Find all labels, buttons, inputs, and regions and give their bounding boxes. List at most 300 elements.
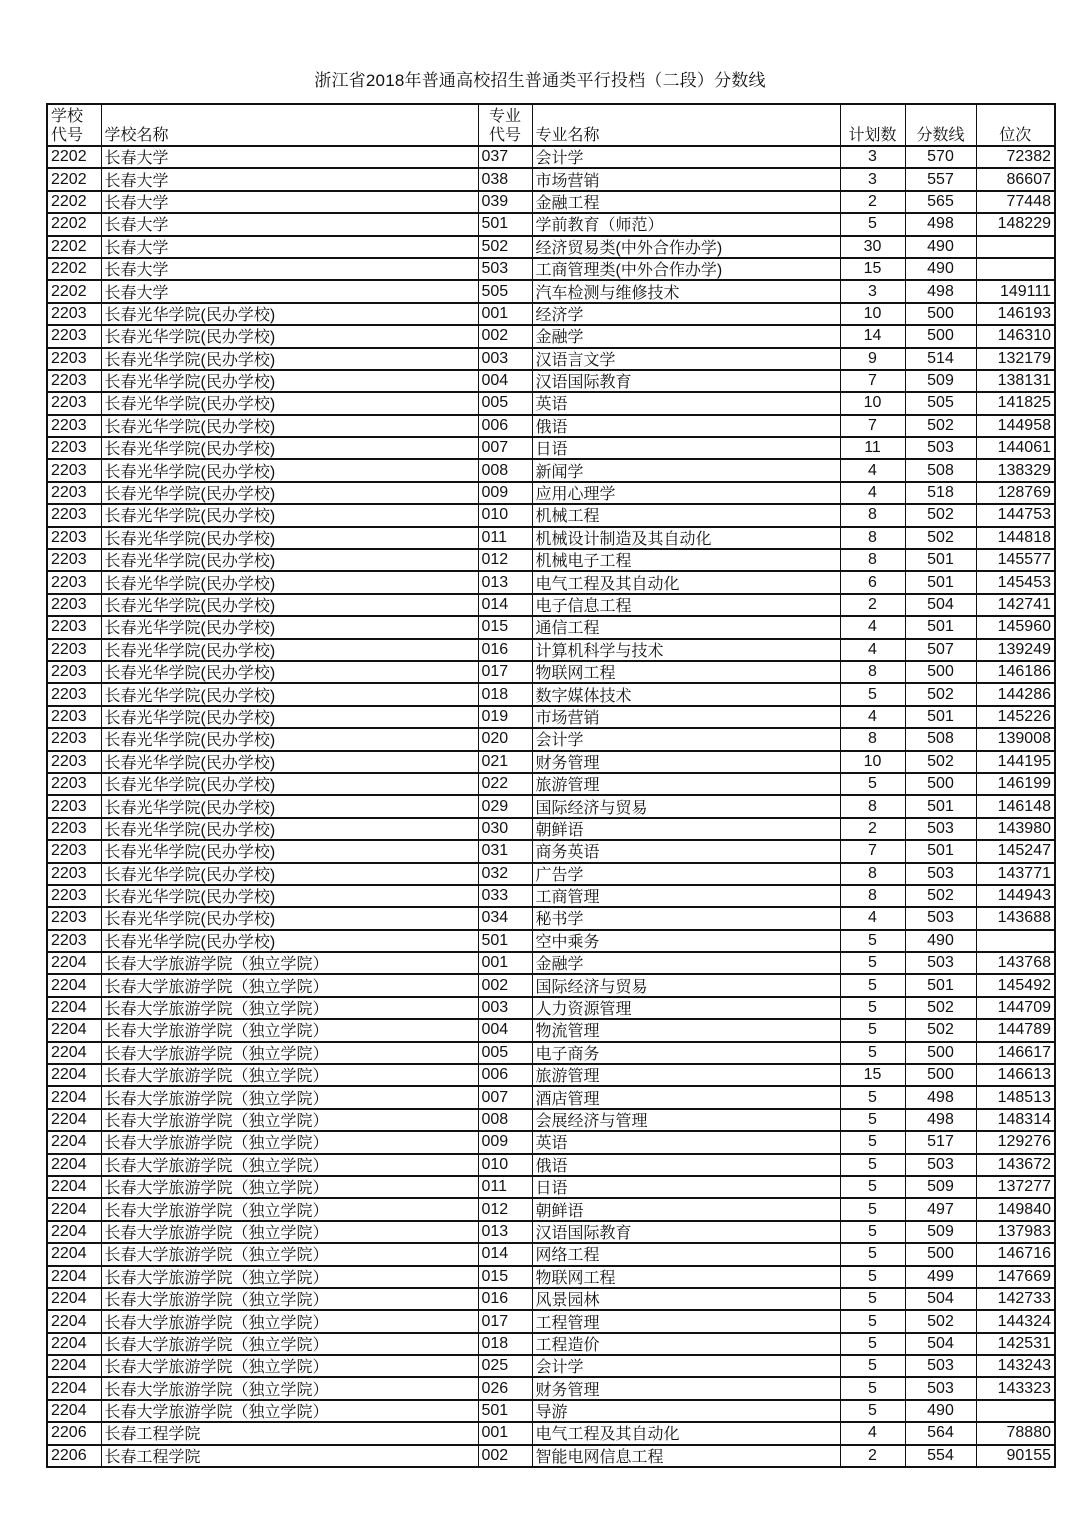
table-row (47, 191, 1055, 213)
cell-score: 503 (905, 437, 976, 459)
cell-major-name: 空中乘务 (532, 930, 840, 952)
table-row (47, 1154, 1055, 1176)
cell-school-code: 2203 (47, 840, 101, 862)
cell-plan: 5 (840, 1042, 905, 1064)
cell-rank: 137277 (976, 1176, 1055, 1198)
cell-score: 504 (905, 1288, 976, 1310)
cell-plan: 5 (840, 1288, 905, 1310)
table-row (47, 258, 1055, 280)
cell-score: 502 (905, 997, 976, 1019)
cell-plan: 6 (840, 571, 905, 593)
cell-score: 514 (905, 348, 976, 370)
cell-plan: 5 (840, 1131, 905, 1153)
header-school-name: 学校名称 (101, 104, 478, 146)
cell-major-code: 001 (478, 952, 532, 974)
cell-rank: 146193 (976, 303, 1055, 325)
cell-major-code: 016 (478, 1288, 532, 1310)
cell-plan: 5 (840, 1198, 905, 1220)
cell-score: 501 (905, 549, 976, 571)
table-row (47, 863, 1055, 885)
cell-school-name: 长春大学旅游学院（独立学院） (101, 1019, 478, 1041)
cell-major-name: 计算机科学与技术 (532, 639, 840, 661)
cell-score: 500 (905, 325, 976, 347)
cell-plan: 5 (840, 1019, 905, 1041)
cell-plan: 7 (840, 370, 905, 392)
cell-school-name: 长春大学旅游学院（独立学院） (101, 1221, 478, 1243)
cell-major-code: 014 (478, 594, 532, 616)
cell-plan: 9 (840, 348, 905, 370)
page-title: 浙江省2018年普通高校招生普通类平行投档（二段）分数线 (314, 71, 766, 90)
cell-major-name: 国际经济与贸易 (532, 795, 840, 817)
cell-plan: 4 (840, 616, 905, 638)
table-row (47, 1064, 1055, 1086)
cell-plan: 10 (840, 392, 905, 414)
table-row (47, 437, 1055, 459)
cell-school-name: 长春光华学院(民办学校) (101, 773, 478, 795)
cell-school-code: 2203 (47, 907, 101, 929)
cell-score: 504 (905, 1333, 976, 1355)
cell-rank (976, 258, 1055, 280)
table-row (47, 1198, 1055, 1220)
cell-plan: 7 (840, 415, 905, 437)
table-row (47, 661, 1055, 683)
cell-score: 500 (905, 1243, 976, 1265)
cell-school-code: 2203 (47, 571, 101, 593)
cell-school-code: 2204 (47, 1086, 101, 1108)
cell-school-code: 2203 (47, 594, 101, 616)
cell-school-name: 长春光华学院(民办学校) (101, 706, 478, 728)
cell-plan: 10 (840, 751, 905, 773)
cell-school-code: 2203 (47, 728, 101, 750)
cell-score: 502 (905, 504, 976, 526)
cell-rank: 148513 (976, 1086, 1055, 1108)
cell-plan: 5 (840, 1221, 905, 1243)
cell-score: 502 (905, 885, 976, 907)
cell-major-name: 国际经济与贸易 (532, 974, 840, 996)
cell-school-code: 2203 (47, 930, 101, 952)
table-row (47, 280, 1055, 302)
cell-score: 501 (905, 974, 976, 996)
cell-school-name: 长春大学 (101, 258, 478, 280)
cell-major-name: 网络工程 (532, 1243, 840, 1265)
cell-major-name: 汉语国际教育 (532, 1221, 840, 1243)
cell-major-name: 学前教育（师范） (532, 213, 840, 235)
header-major-code: 专业 代号 (478, 104, 532, 146)
table-row (47, 974, 1055, 996)
cell-major-name: 英语 (532, 1131, 840, 1153)
cell-score: 502 (905, 751, 976, 773)
table-row (47, 1377, 1055, 1399)
cell-rank: 129276 (976, 1131, 1055, 1153)
cell-score: 505 (905, 392, 976, 414)
table-row (47, 459, 1055, 481)
cell-rank: 146148 (976, 795, 1055, 817)
cell-score: 500 (905, 1064, 976, 1086)
cell-school-name: 长春光华学院(民办学校) (101, 392, 478, 414)
cell-score: 509 (905, 1176, 976, 1198)
cell-score: 498 (905, 1109, 976, 1131)
cell-school-code: 2203 (47, 303, 101, 325)
table-row (47, 1176, 1055, 1198)
cell-rank: 143768 (976, 952, 1055, 974)
cell-score: 509 (905, 1221, 976, 1243)
cell-plan: 5 (840, 773, 905, 795)
cell-score: 490 (905, 1400, 976, 1422)
table-row (47, 504, 1055, 526)
cell-plan: 5 (840, 1266, 905, 1288)
cell-school-code: 2203 (47, 661, 101, 683)
table-row (47, 1445, 1055, 1467)
cell-score: 500 (905, 303, 976, 325)
cell-school-code: 2204 (47, 1064, 101, 1086)
cell-rank: 148229 (976, 213, 1055, 235)
cell-school-code: 2204 (47, 1310, 101, 1332)
cell-plan: 15 (840, 1064, 905, 1086)
cell-school-code: 2203 (47, 482, 101, 504)
cell-major-name: 朝鲜语 (532, 818, 840, 840)
cell-plan: 8 (840, 527, 905, 549)
cell-major-name: 会展经济与管理 (532, 1109, 840, 1131)
cell-major-code: 012 (478, 1198, 532, 1220)
cell-rank: 145226 (976, 706, 1055, 728)
cell-rank: 143771 (976, 863, 1055, 885)
table-row (47, 325, 1055, 347)
cell-school-code: 2204 (47, 1355, 101, 1377)
cell-major-code: 002 (478, 1445, 532, 1467)
cell-major-name: 英语 (532, 392, 840, 414)
cell-major-name: 汉语言文学 (532, 348, 840, 370)
cell-major-name: 电子信息工程 (532, 594, 840, 616)
cell-school-name: 长春大学旅游学院（独立学院） (101, 1154, 478, 1176)
cell-major-code: 016 (478, 639, 532, 661)
cell-major-code: 011 (478, 527, 532, 549)
cell-school-name: 长春光华学院(民办学校) (101, 549, 478, 571)
cell-score: 501 (905, 571, 976, 593)
cell-rank: 146310 (976, 325, 1055, 347)
cell-major-code: 501 (478, 930, 532, 952)
cell-major-code: 008 (478, 1109, 532, 1131)
cell-major-name: 旅游管理 (532, 1064, 840, 1086)
cell-plan: 14 (840, 325, 905, 347)
table-row (47, 997, 1055, 1019)
cell-school-code: 2203 (47, 683, 101, 705)
table-row (47, 1019, 1055, 1041)
header-major-name: 专业名称 (532, 104, 840, 146)
cell-rank: 149840 (976, 1198, 1055, 1220)
cell-plan: 8 (840, 549, 905, 571)
cell-school-name: 长春大学旅游学院（独立学院） (101, 1310, 478, 1332)
table-row (47, 146, 1055, 168)
cell-plan: 5 (840, 1377, 905, 1399)
cell-rank: 142741 (976, 594, 1055, 616)
cell-plan: 8 (840, 885, 905, 907)
cell-school-code: 2204 (47, 1154, 101, 1176)
cell-school-name: 长春大学 (101, 146, 478, 168)
table-row (47, 840, 1055, 862)
cell-score: 498 (905, 213, 976, 235)
header-plan: 计划数 (840, 104, 905, 146)
table-row (47, 348, 1055, 370)
cell-major-name: 秘书学 (532, 907, 840, 929)
cell-rank: 145577 (976, 549, 1055, 571)
cell-school-name: 长春大学旅游学院（独立学院） (101, 1109, 478, 1131)
cell-plan: 8 (840, 795, 905, 817)
table-row (47, 392, 1055, 414)
cell-school-name: 长春大学 (101, 280, 478, 302)
cell-school-name: 长春大学 (101, 191, 478, 213)
cell-plan: 5 (840, 1355, 905, 1377)
cell-score: 503 (905, 1377, 976, 1399)
cell-school-name: 长春大学旅游学院（独立学院） (101, 1266, 478, 1288)
cell-major-code: 505 (478, 280, 532, 302)
cell-major-name: 汽车检测与维修技术 (532, 280, 840, 302)
cell-school-code: 2203 (47, 459, 101, 481)
table-row (47, 594, 1055, 616)
cell-school-name: 长春光华学院(民办学校) (101, 885, 478, 907)
cell-major-name: 金融工程 (532, 191, 840, 213)
cell-school-code: 2203 (47, 348, 101, 370)
cell-score: 497 (905, 1198, 976, 1220)
cell-school-name: 长春大学 (101, 236, 478, 258)
cell-major-name: 会计学 (532, 728, 840, 750)
cell-score: 500 (905, 1042, 976, 1064)
cell-major-name: 新闻学 (532, 459, 840, 481)
cell-school-code: 2204 (47, 1019, 101, 1041)
cell-rank: 143243 (976, 1355, 1055, 1377)
cell-school-name: 长春光华学院(民办学校) (101, 504, 478, 526)
cell-major-code: 001 (478, 303, 532, 325)
cell-major-name: 旅游管理 (532, 773, 840, 795)
cell-score: 490 (905, 236, 976, 258)
table-row (47, 1109, 1055, 1131)
cell-school-code: 2202 (47, 146, 101, 168)
cell-school-code: 2203 (47, 616, 101, 638)
cell-major-name: 机械设计制造及其自动化 (532, 527, 840, 549)
cell-rank: 138329 (976, 459, 1055, 481)
cell-school-code: 2202 (47, 191, 101, 213)
cell-school-code: 2203 (47, 437, 101, 459)
cell-school-name: 长春大学旅游学院（独立学院） (101, 1064, 478, 1086)
table-row (47, 616, 1055, 638)
cell-major-name: 物流管理 (532, 1019, 840, 1041)
cell-score: 509 (905, 370, 976, 392)
cell-score: 565 (905, 191, 976, 213)
cell-major-name: 会计学 (532, 146, 840, 168)
cell-school-code: 2203 (47, 370, 101, 392)
header-school-code: 学校 代号 (47, 104, 101, 146)
cell-plan: 7 (840, 840, 905, 862)
cell-major-code: 029 (478, 795, 532, 817)
table-row (47, 168, 1055, 190)
cell-major-code: 018 (478, 683, 532, 705)
cell-rank: 139008 (976, 728, 1055, 750)
table-row (47, 1422, 1055, 1444)
cell-school-code: 2203 (47, 527, 101, 549)
cell-major-code: 015 (478, 616, 532, 638)
cell-rank: 145492 (976, 974, 1055, 996)
cell-plan: 5 (840, 213, 905, 235)
cell-major-code: 007 (478, 1086, 532, 1108)
cell-major-name: 商务英语 (532, 840, 840, 862)
cell-major-code: 503 (478, 258, 532, 280)
table-row (47, 1243, 1055, 1265)
table-row (47, 728, 1055, 750)
cell-major-code: 013 (478, 571, 532, 593)
cell-score: 502 (905, 527, 976, 549)
cell-school-code: 2203 (47, 415, 101, 437)
cell-school-name: 长春光华学院(民办学校) (101, 751, 478, 773)
cell-score: 554 (905, 1445, 976, 1467)
cell-score: 508 (905, 459, 976, 481)
cell-rank: 144818 (976, 527, 1055, 549)
cell-school-code: 2206 (47, 1445, 101, 1467)
cell-plan: 5 (840, 930, 905, 952)
cell-score: 517 (905, 1131, 976, 1153)
cell-school-name: 长春大学旅游学院（独立学院） (101, 1400, 478, 1422)
cell-plan: 3 (840, 168, 905, 190)
cell-major-code: 026 (478, 1377, 532, 1399)
cell-rank (976, 930, 1055, 952)
cell-school-name: 长春光华学院(民办学校) (101, 818, 478, 840)
cell-plan: 8 (840, 661, 905, 683)
cell-plan: 5 (840, 1176, 905, 1198)
table-row (47, 907, 1055, 929)
cell-school-code: 2203 (47, 795, 101, 817)
cell-plan: 8 (840, 504, 905, 526)
cell-plan: 5 (840, 1243, 905, 1265)
cell-score: 557 (905, 168, 976, 190)
cell-rank: 143980 (976, 818, 1055, 840)
cell-school-code: 2202 (47, 258, 101, 280)
cell-plan: 5 (840, 974, 905, 996)
cell-rank: 149111 (976, 280, 1055, 302)
cell-plan: 5 (840, 1310, 905, 1332)
cell-school-name: 长春光华学院(民办学校) (101, 594, 478, 616)
cell-school-name: 长春大学旅游学院（独立学院） (101, 1176, 478, 1198)
cell-major-name: 朝鲜语 (532, 1198, 840, 1220)
cell-major-code: 009 (478, 1131, 532, 1153)
table-row (47, 751, 1055, 773)
cell-major-name: 物联网工程 (532, 661, 840, 683)
cell-plan: 5 (840, 952, 905, 974)
cell-school-code: 2204 (47, 1266, 101, 1288)
cell-rank: 144324 (976, 1310, 1055, 1332)
cell-school-name: 长春光华学院(民办学校) (101, 303, 478, 325)
cell-rank: 146613 (976, 1064, 1055, 1086)
table-row (47, 1266, 1055, 1288)
cell-score: 503 (905, 818, 976, 840)
table-row (47, 818, 1055, 840)
cell-school-name: 长春光华学院(民办学校) (101, 571, 478, 593)
header-score: 分数线 (905, 104, 976, 146)
cell-rank: 143672 (976, 1154, 1055, 1176)
table-row (47, 303, 1055, 325)
cell-plan: 5 (840, 683, 905, 705)
table-row (47, 571, 1055, 593)
cell-major-name: 俄语 (532, 1154, 840, 1176)
cell-score: 502 (905, 1019, 976, 1041)
cell-school-code: 2203 (47, 885, 101, 907)
cell-major-code: 020 (478, 728, 532, 750)
cell-plan: 10 (840, 303, 905, 325)
cell-school-code: 2203 (47, 504, 101, 526)
cell-plan: 4 (840, 639, 905, 661)
cell-major-code: 011 (478, 1176, 532, 1198)
cell-school-code: 2203 (47, 818, 101, 840)
cell-school-code: 2203 (47, 325, 101, 347)
cell-school-name: 长春光华学院(民办学校) (101, 907, 478, 929)
cell-rank: 144709 (976, 997, 1055, 1019)
cell-rank: 90155 (976, 1445, 1055, 1467)
table-row (47, 930, 1055, 952)
cell-rank: 142733 (976, 1288, 1055, 1310)
cell-school-name: 长春光华学院(民办学校) (101, 482, 478, 504)
cell-major-code: 039 (478, 191, 532, 213)
table-row (47, 1086, 1055, 1108)
cell-score: 501 (905, 706, 976, 728)
cell-major-name: 机械电子工程 (532, 549, 840, 571)
cell-school-name: 长春大学旅游学院（独立学院） (101, 997, 478, 1019)
cell-school-name: 长春大学旅游学院（独立学院） (101, 1355, 478, 1377)
cell-rank (976, 1400, 1055, 1422)
cell-major-code: 002 (478, 325, 532, 347)
cell-major-code: 014 (478, 1243, 532, 1265)
cell-school-name: 长春光华学院(民办学校) (101, 863, 478, 885)
cell-major-name: 市场营销 (532, 706, 840, 728)
cell-rank: 128769 (976, 482, 1055, 504)
cell-school-code: 2204 (47, 1288, 101, 1310)
cell-school-name: 长春大学旅游学院（独立学院） (101, 1086, 478, 1108)
cell-major-name: 工商管理 (532, 885, 840, 907)
table-header-row (47, 104, 1055, 146)
table-row (47, 236, 1055, 258)
cell-score: 499 (905, 1266, 976, 1288)
cell-school-code: 2202 (47, 280, 101, 302)
table-body (47, 146, 1055, 1467)
cell-score: 502 (905, 415, 976, 437)
cell-major-code: 017 (478, 661, 532, 683)
cell-plan: 5 (840, 1154, 905, 1176)
cell-school-code: 2204 (47, 1131, 101, 1153)
cell-rank: 145247 (976, 840, 1055, 862)
cell-major-name: 经济学 (532, 303, 840, 325)
cell-plan: 2 (840, 191, 905, 213)
cell-school-name: 长春光华学院(民办学校) (101, 370, 478, 392)
cell-major-name: 应用心理学 (532, 482, 840, 504)
cell-major-code: 008 (478, 459, 532, 481)
cell-school-code: 2204 (47, 1042, 101, 1064)
table-row (47, 773, 1055, 795)
cell-rank: 144061 (976, 437, 1055, 459)
cell-school-name: 长春光华学院(民办学校) (101, 795, 478, 817)
cell-score: 507 (905, 639, 976, 661)
cell-school-code: 2203 (47, 639, 101, 661)
cell-major-code: 013 (478, 1221, 532, 1243)
table-row (47, 1131, 1055, 1153)
cell-rank: 139249 (976, 639, 1055, 661)
cell-major-name: 俄语 (532, 415, 840, 437)
table-row (47, 1042, 1055, 1064)
cell-score: 570 (905, 146, 976, 168)
cell-school-name: 长春光华学院(民办学校) (101, 437, 478, 459)
cell-major-code: 010 (478, 504, 532, 526)
cell-major-name: 日语 (532, 437, 840, 459)
cell-major-name: 数字媒体技术 (532, 683, 840, 705)
cell-major-code: 501 (478, 1400, 532, 1422)
cell-major-code: 007 (478, 437, 532, 459)
cell-major-name: 经济贸易类(中外合作办学) (532, 236, 840, 258)
cell-plan: 4 (840, 1422, 905, 1444)
